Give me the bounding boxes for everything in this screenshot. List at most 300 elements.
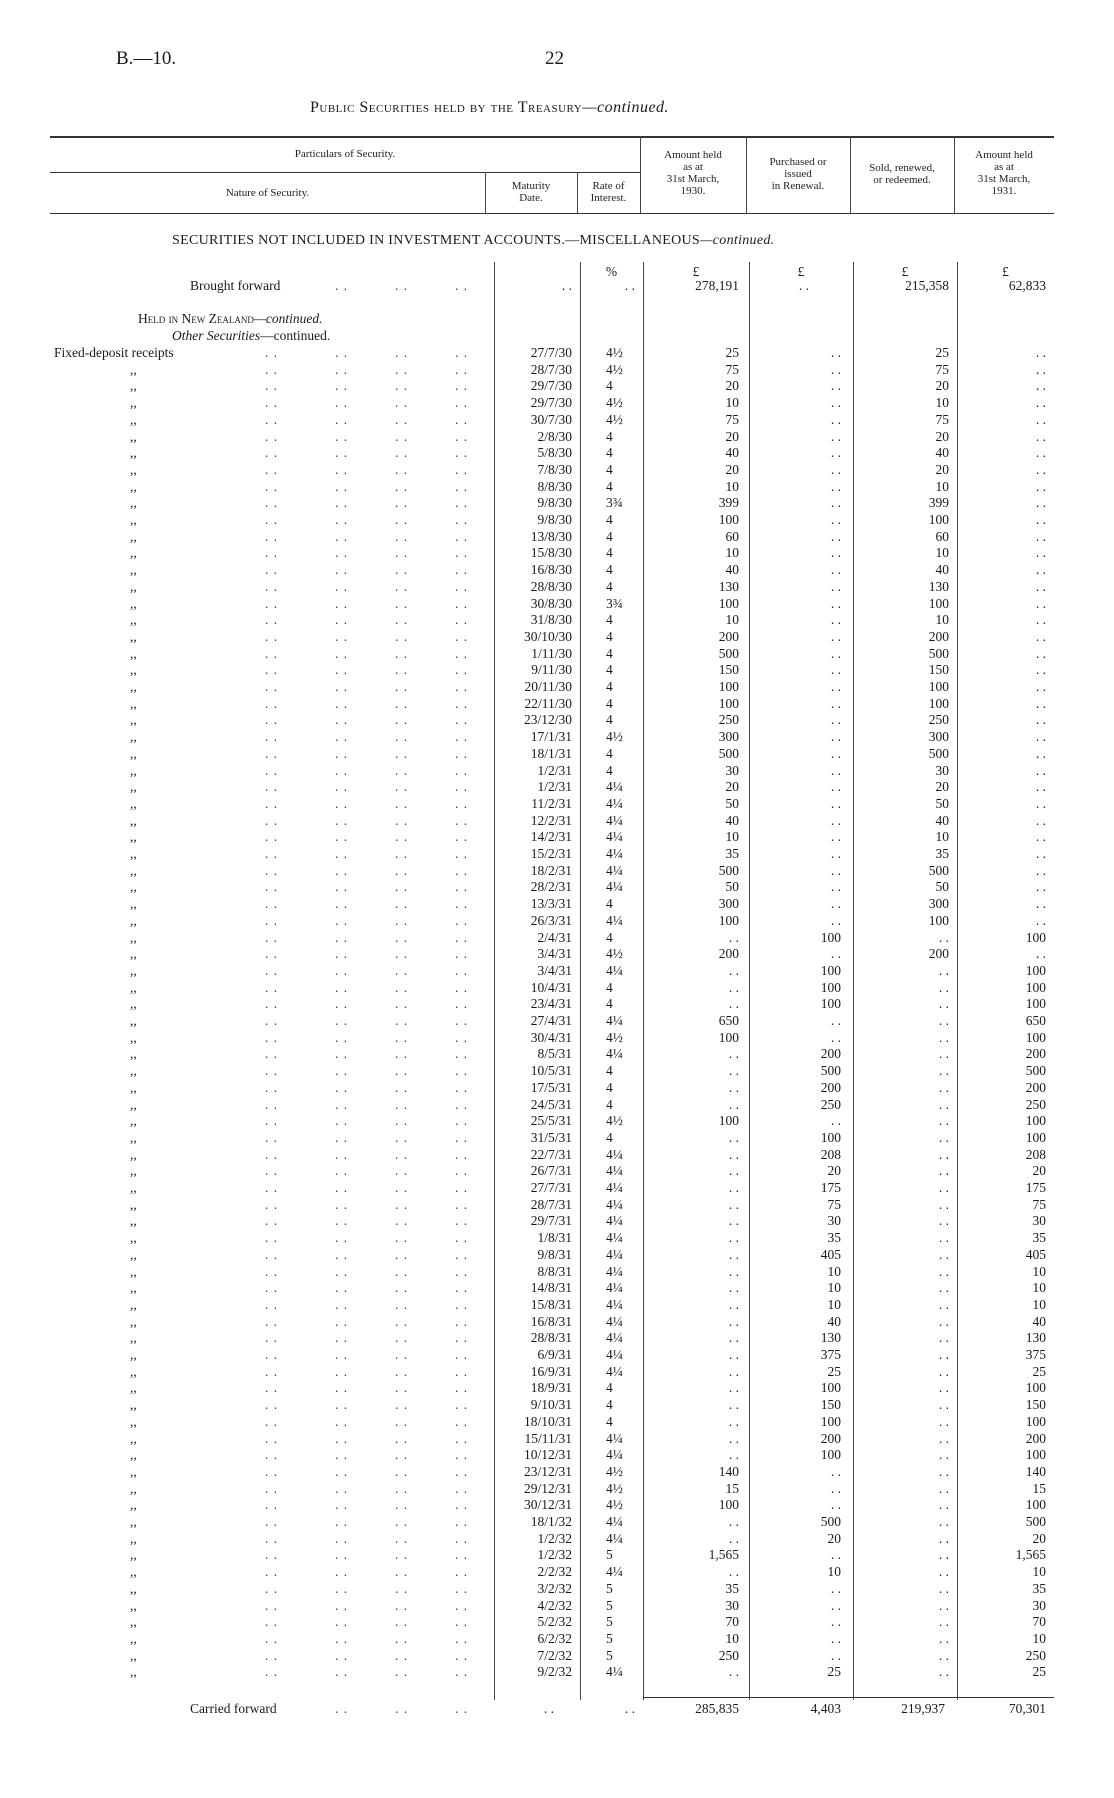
maturity-date: 23/12/31 [523,1464,572,1479]
carried-forward-label: Carried forward [190,1701,277,1716]
leader-dots: . . [265,996,279,1011]
leader-dots: . . [335,1180,349,1195]
leader-dots: . . [335,1063,349,1078]
leader-dots: . . [335,1598,349,1613]
leader-dots: . . [455,1080,469,1095]
leader-dots: . . [265,1130,279,1145]
leader-dots: . . [335,579,349,594]
amount-held-1930: 30 [725,1598,739,1613]
amount-held-1930: . . [728,1314,739,1329]
header-sold: Sold, renewed, or redeemed. [869,162,935,186]
leader-dots: . . [265,946,279,961]
rate-of-interest: 4¼ [606,1163,623,1178]
rate-of-interest: 4¼ [606,1213,623,1228]
ditto-mark: ,, [130,1581,137,1596]
amount-held-1930: 100 [718,1113,739,1128]
rate-of-interest: 4¼ [606,1230,623,1245]
sold-renewed-redeemed: . . [938,1598,949,1613]
maturity-date: 30/12/31 [523,1497,572,1512]
leader-dots: . . [455,1247,469,1262]
amount-held-1930: . . [728,963,739,978]
leader-dots: . . [395,429,409,444]
purchased-in-renewal: . . [830,662,841,677]
rate-of-interest: 4½ [606,1481,623,1496]
purchased-in-renewal: . . [830,545,841,560]
leader-dots: . . [265,896,279,911]
sold-renewed-redeemed: . . [938,1347,949,1362]
carried-forward-date: . . [543,1701,554,1716]
leader-dots: . . [395,512,409,527]
leader-dots: . . [265,696,279,711]
amount-held-1931: . . [1035,612,1046,627]
amount-held-1931: 150 [1025,1397,1046,1412]
maturity-date: 9/10/31 [530,1397,572,1412]
leader-dots: . . [335,479,349,494]
leader-dots: . . [455,980,469,995]
sold-renewed-redeemed: 500 [928,646,949,661]
amount-held-1930: 10 [725,829,739,844]
purchased-in-renewal: 208 [820,1147,841,1162]
maturity-date: 31/5/31 [530,1130,572,1145]
rate-of-interest: 4 [606,746,613,761]
leader-dots: . . [335,1197,349,1212]
sold-renewed-redeemed: . . [938,1113,949,1128]
leader-dots: . . [455,1631,469,1646]
maturity-date: 7/8/30 [537,462,572,477]
leader-dots: . . [455,1314,469,1329]
sold-renewed-redeemed: 300 [928,729,949,744]
amount-held-1930: 10 [725,479,739,494]
purchased-in-renewal: 40 [827,1314,841,1329]
leader-dots: . . [455,1097,469,1112]
leader-dots: . . [455,1380,469,1395]
maturity-date: 27/4/31 [530,1013,572,1028]
sold-renewed-redeemed: 40 [935,813,949,828]
maturity-date: 17/5/31 [530,1080,572,1095]
amount-held-1931: . . [1035,896,1046,911]
brought-forward-held1931: 62,833 [1008,278,1046,293]
leader-dots: . . [395,963,409,978]
purchased-in-renewal: 130 [820,1330,841,1345]
purchased-in-renewal: . . [830,1631,841,1646]
sold-renewed-redeemed: . . [938,980,949,995]
maturity-date: 1/2/32 [537,1531,572,1546]
rate-of-interest: 4¼ [606,1247,623,1262]
amount-held-1930: 399 [718,495,739,510]
page-number: 22 [545,48,564,69]
leader-dots: . . [395,445,409,460]
leader-dots: . . [455,1564,469,1579]
amount-held-1931: 35 [1032,1581,1046,1596]
leader-dots: . . [395,896,409,911]
rate-of-interest: 4¼ [606,1514,623,1529]
amount-held-1931: . . [1035,746,1046,761]
rate-of-interest: 4 [606,545,613,560]
unit-held1931: £ [1002,264,1009,279]
amount-held-1930: . . [728,1180,739,1195]
maturity-date: 5/8/30 [537,445,572,460]
header-rate: Rate of Interest. [590,180,627,204]
maturity-date: 27/7/30 [530,345,572,360]
purchased-in-renewal: 375 [820,1347,841,1362]
leader-dots: . . [335,1213,349,1228]
sold-renewed-redeemed: . . [938,1497,949,1512]
leader-dots: . . [455,662,469,677]
leader-dots: . . [395,1481,409,1496]
sold-renewed-redeemed: . . [938,1664,949,1679]
maturity-date: 2/2/32 [537,1564,572,1579]
leader-dots: . . [395,980,409,995]
sold-renewed-redeemed: . . [938,1213,949,1228]
amount-held-1930: 35 [725,1581,739,1596]
amount-held-1930: . . [728,1280,739,1295]
leader-dots: . . [395,1664,409,1679]
rate-of-interest: 4 [606,712,613,727]
purchased-in-renewal: . . [830,479,841,494]
maturity-date: 3/4/31 [537,946,572,961]
leader-dots: . . [395,1598,409,1613]
leader-dots: . . [395,395,409,410]
amount-held-1930: . . [728,1230,739,1245]
leader-dots: . . [395,1030,409,1045]
leader-dots: . . [265,345,279,360]
amount-held-1931: . . [1035,913,1046,928]
amount-held-1931: 200 [1025,1431,1046,1446]
leader-dots: . . [395,729,409,744]
amount-held-1931: 10 [1032,1631,1046,1646]
leader-dots: . . [395,1247,409,1262]
leader-dots: . . [455,1163,469,1178]
header-maturity: Maturity Date. [511,180,551,204]
purchased-in-renewal: 25 [827,1364,841,1379]
rate-of-interest: 4 [606,763,613,778]
leader-dots: . . [265,729,279,744]
purchased-in-renewal: 30 [827,1213,841,1228]
ditto-mark: ,, [130,1147,137,1162]
sold-renewed-redeemed: . . [938,1531,949,1546]
rate-of-interest: 4¼ [606,1314,623,1329]
leader-dots: . . [335,1414,349,1429]
held-in-new-zealand-heading [138,311,322,327]
amount-held-1930: 130 [718,579,739,594]
leader-dots: . . [455,596,469,611]
leader-dots: . . [395,796,409,811]
leader-dots: . . [265,1547,279,1562]
sold-renewed-redeemed: 75 [935,412,949,427]
leader-dots: . . [265,378,279,393]
amount-held-1930: . . [728,1080,739,1095]
amount-held-1931: 25 [1032,1664,1046,1679]
leader-dots: . . [395,846,409,861]
purchased-in-renewal: 10 [827,1564,841,1579]
leader-dots: . . [395,930,409,945]
brought-forward-purchased: . . [798,278,809,293]
ditto-mark: ,, [130,646,137,661]
amount-held-1931: . . [1035,362,1046,377]
amount-held-1931: . . [1035,729,1046,744]
amount-held-1931: 100 [1025,996,1046,1011]
leader-dots: . . [265,1380,279,1395]
leader-dots: . . [395,1113,409,1128]
leader-dots: . . [335,1514,349,1529]
amount-held-1931: . . [1035,579,1046,594]
ditto-mark: ,, [130,378,137,393]
maturity-date: 29/7/31 [530,1213,572,1228]
leader-dots: . . [395,1497,409,1512]
leader-dots: . . [335,1564,349,1579]
purchased-in-renewal: . . [830,863,841,878]
leader-dots: . . [265,913,279,928]
sold-renewed-redeemed: 200 [928,946,949,961]
carried-forward-held1931: 70,301 [1008,1701,1046,1716]
leader-dots: . . [395,1213,409,1228]
header-top-rule [50,136,1054,138]
purchased-in-renewal: . . [830,362,841,377]
maturity-date: 31/8/30 [530,612,572,627]
ditto-mark: ,, [130,1664,137,1679]
amount-held-1931: . . [1035,596,1046,611]
rate-of-interest: 4½ [606,412,623,427]
leader-dots: . . [335,1046,349,1061]
leader-dots: . . [455,429,469,444]
leader-dots: . . [395,646,409,661]
rate-of-interest: 4½ [606,1464,623,1479]
amount-held-1931: . . [1035,512,1046,527]
other-securities-title: Other Securities [172,328,261,343]
leader-dots: . . [335,763,349,778]
amount-held-1931: 100 [1025,980,1046,995]
amount-held-1930: 200 [718,629,739,644]
sold-renewed-redeemed: 500 [928,863,949,878]
held-in-new-zealand-title: Held in New Zealand [138,311,254,326]
leader-dots: . . [455,779,469,794]
ditto-mark: ,, [130,1564,137,1579]
rate-of-interest: 4½ [606,1113,623,1128]
sold-renewed-redeemed: 75 [935,362,949,377]
amount-held-1930: 500 [718,646,739,661]
amount-held-1930: 100 [718,679,739,694]
leader-dots: . . [455,579,469,594]
leader-dots: . . [395,1180,409,1195]
amount-held-1930: 250 [718,1648,739,1663]
amount-held-1931: 30 [1032,1598,1046,1613]
leader-dots: . . [335,1347,349,1362]
ditto-mark: ,, [130,1347,137,1362]
purchased-in-renewal: . . [830,1648,841,1663]
rate-of-interest: 3¾ [606,596,623,611]
rate-of-interest: 4¼ [606,796,623,811]
leader-dots: . . [335,1664,349,1679]
purchased-in-renewal: 25 [827,1664,841,1679]
sold-renewed-redeemed: . . [938,1280,949,1295]
leader-dots: . . [265,863,279,878]
rate-of-interest: 4 [606,445,613,460]
ditto-mark: ,, [130,1063,137,1078]
amount-held-1930: . . [728,1046,739,1061]
ditto-mark: ,, [130,930,137,945]
purchased-in-renewal: 100 [820,980,841,995]
amount-held-1931: 200 [1025,1046,1046,1061]
sold-renewed-redeemed: . . [938,1564,949,1579]
sold-renewed-redeemed: 35 [935,846,949,861]
amount-held-1930: 30 [725,763,739,778]
rate-of-interest: 4 [606,378,613,393]
sold-renewed-redeemed: 20 [935,378,949,393]
amount-held-1931: . . [1035,629,1046,644]
ditto-mark: ,, [130,462,137,477]
leader-dots: . . [335,1701,349,1716]
sold-renewed-redeemed: . . [938,1414,949,1429]
amount-held-1930: 100 [718,696,739,711]
amount-held-1930: 40 [725,813,739,828]
sold-renewed-redeemed: 100 [928,913,949,928]
rate-of-interest: 4¼ [606,1531,623,1546]
amount-held-1931: . . [1035,395,1046,410]
leader-dots: . . [335,1648,349,1663]
rate-of-interest: 5 [606,1581,613,1596]
leader-dots: . . [335,1431,349,1446]
purchased-in-renewal: . . [830,1581,841,1596]
maturity-date: 14/8/31 [530,1280,572,1295]
sold-renewed-redeemed: 30 [935,763,949,778]
leader-dots: . . [455,278,469,293]
amount-held-1930: . . [728,1397,739,1412]
rate-of-interest: 4 [606,980,613,995]
leader-dots: . . [395,1631,409,1646]
maturity-date: 22/7/31 [530,1147,572,1162]
amount-held-1931: 10 [1032,1264,1046,1279]
leader-dots: . . [455,712,469,727]
amount-held-1931: 100 [1025,1497,1046,1512]
rate-of-interest: 4 [606,1380,613,1395]
ditto-mark: ,, [130,846,137,861]
ditto-mark: ,, [130,879,137,894]
leader-dots: . . [265,596,279,611]
maturity-date: 18/1/32 [530,1514,572,1529]
leader-dots: . . [395,763,409,778]
ditto-mark: ,, [130,512,137,527]
leader-dots: . . [455,1531,469,1546]
amount-held-1930: 15 [725,1481,739,1496]
leader-dots: . . [395,679,409,694]
rate-of-interest: 4½ [606,946,623,961]
leader-dots: . . [455,1648,469,1663]
rate-of-interest: 5 [606,1614,613,1629]
leader-dots: . . [455,1280,469,1295]
maturity-date: 15/8/30 [530,545,572,560]
purchased-in-renewal: . . [830,612,841,627]
leader-dots: . . [335,963,349,978]
maturity-date: 15/8/31 [530,1297,572,1312]
sold-renewed-redeemed: . . [938,1364,949,1379]
leader-dots: . . [395,662,409,677]
maturity-date: 8/5/31 [537,1046,572,1061]
ditto-mark: ,, [130,829,137,844]
leader-dots: . . [265,1447,279,1462]
rate-of-interest: 4 [606,896,613,911]
sold-renewed-redeemed: . . [938,1147,949,1162]
purchased-in-renewal: . . [830,796,841,811]
rate-of-interest: 5 [606,1598,613,1613]
leader-dots: . . [395,412,409,427]
leader-dots: . . [455,1264,469,1279]
leader-dots: . . [395,863,409,878]
purchased-in-renewal: . . [830,529,841,544]
purchased-in-renewal: . . [830,1598,841,1613]
sold-renewed-redeemed: 300 [928,896,949,911]
maturity-date: 20/11/30 [524,679,572,694]
leader-dots: . . [395,1147,409,1162]
leader-dots: . . [455,1013,469,1028]
ditto-mark: ,, [130,1531,137,1546]
rate-of-interest: 4¼ [606,1347,623,1362]
amount-held-1930: . . [728,1097,739,1112]
rate-of-interest: 4 [606,996,613,1011]
purchased-in-renewal: . . [830,445,841,460]
leader-dots: . . [395,1701,409,1716]
leader-dots: . . [395,1414,409,1429]
brought-forward-sold: 215,358 [905,278,949,293]
ditto-mark: ,, [130,796,137,811]
leader-dots: . . [455,1547,469,1562]
leader-dots: . . [455,1030,469,1045]
purchased-in-renewal: . . [830,779,841,794]
ditto-mark: ,, [130,1247,137,1262]
rate-of-interest: 4 [606,579,613,594]
leader-dots: . . [265,829,279,844]
amount-held-1931: . . [1035,662,1046,677]
amount-held-1931: 20 [1032,1163,1046,1178]
leader-dots: . . [395,562,409,577]
rate-of-interest: 4½ [606,729,623,744]
amount-held-1930: 20 [725,779,739,794]
leader-dots: . . [395,813,409,828]
header-particulars: Particulars of Security. [294,148,396,160]
leader-dots: . . [395,1547,409,1562]
leader-dots: . . [265,779,279,794]
maturity-date: 27/7/31 [530,1180,572,1195]
amount-held-1930: 20 [725,429,739,444]
leader-dots: . . [335,1130,349,1145]
leader-dots: . . [455,495,469,510]
amount-held-1930: 500 [718,863,739,878]
amount-held-1930: . . [728,930,739,945]
amount-held-1931: 35 [1032,1230,1046,1245]
purchased-in-renewal: 100 [820,1130,841,1145]
leader-dots: . . [395,545,409,560]
amount-held-1931: 10 [1032,1280,1046,1295]
purchased-in-renewal: . . [830,1547,841,1562]
maturity-date: 10/12/31 [523,1447,572,1462]
amount-held-1930: 40 [725,562,739,577]
sold-renewed-redeemed: . . [938,1180,949,1195]
leader-dots: . . [265,1163,279,1178]
leader-dots: . . [455,512,469,527]
rate-of-interest: 4 [606,1130,613,1145]
leader-dots: . . [335,996,349,1011]
amount-held-1930: . . [728,1163,739,1178]
leader-dots: . . [395,1514,409,1529]
sold-renewed-redeemed: 50 [935,796,949,811]
leader-dots: . . [395,1380,409,1395]
amount-held-1931: 650 [1025,1013,1046,1028]
purchased-in-renewal: . . [830,896,841,911]
leader-dots: . . [265,1180,279,1195]
maturity-date: 3/2/32 [537,1581,572,1596]
amount-held-1930: . . [728,1380,739,1395]
brought-forward-date: . . [561,278,572,293]
purchased-in-renewal: 20 [827,1531,841,1546]
